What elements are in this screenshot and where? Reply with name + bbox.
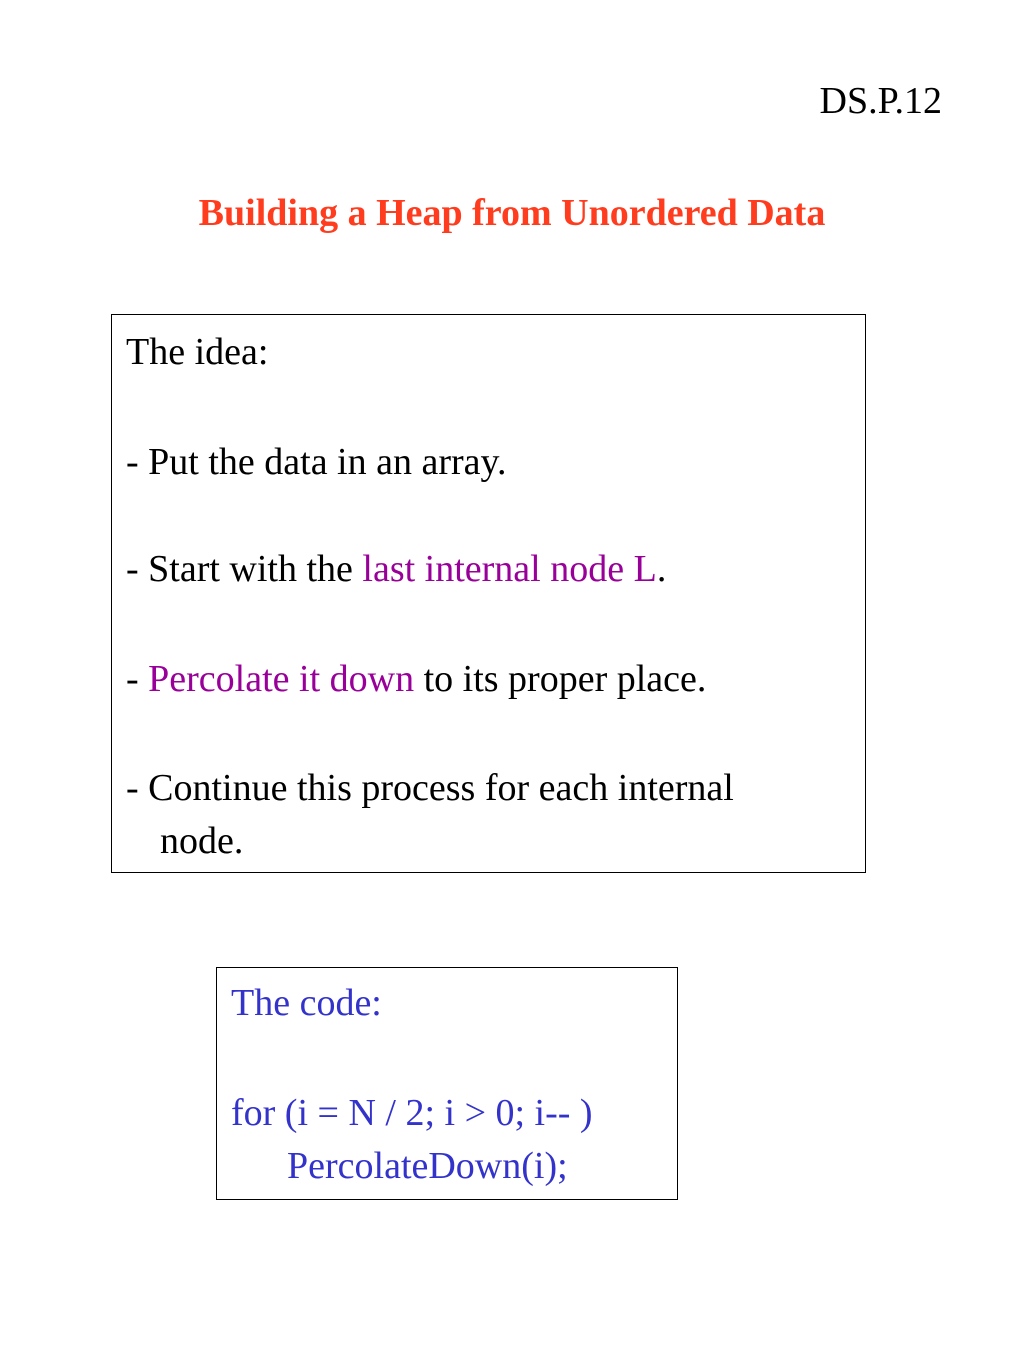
last-internal-node-highlight: last internal node L [362,548,657,590]
idea-bullet-percolate-prefix: - [126,658,149,700]
idea-bullet-continue-line-2: node. [160,820,244,862]
idea-bullet-continue-line-1: - Continue this process for each internal [126,767,734,809]
idea-bullet-start [126,546,666,592]
code-box [216,967,678,1200]
code-for-loop: for (i = N / 2; i > 0; i-- ) [231,1092,593,1134]
idea-bullet-start-prefix: - Start with the [126,548,363,590]
idea-bullet-put-data: - Put the data in an array. [126,441,507,483]
percolate-down-highlight: Percolate it down [148,658,415,700]
code-heading: The code: [231,982,382,1024]
slide-title: Building a Heap from Unordered Data [198,192,826,234]
idea-bullet-percolate [126,656,706,702]
code-percolate-call: PercolateDown(i); [287,1145,568,1187]
idea-heading: The idea: [126,331,269,373]
idea-bullet-percolate-suffix: to its proper place. [414,658,707,700]
slide-number: DS.P.12 [819,80,942,122]
idea-bullet-start-suffix: . [656,548,667,590]
idea-box [111,314,866,873]
